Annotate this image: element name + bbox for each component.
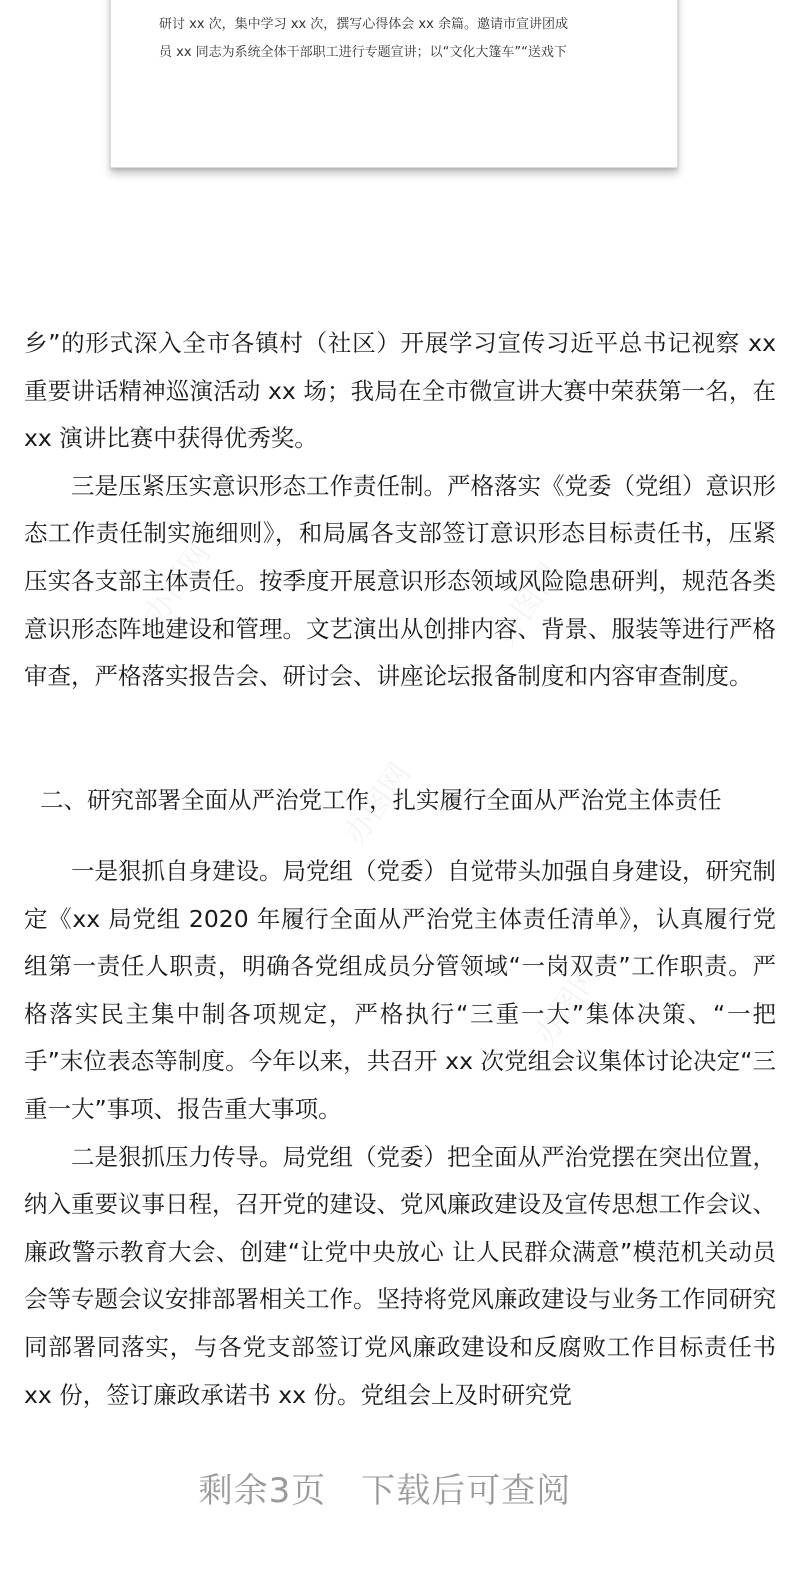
watermark-logo: 办图网 — [487, 557, 569, 651]
remaining-pages-notice[interactable]: 剩余3页 下载后可查阅 — [198, 1471, 572, 1511]
preview-line-2: 员 xx 同志为系统全体干部职工进行专题宣讲；以“文化大篷车”“送戏下 — [159, 45, 567, 60]
watermark-logo: 办图网 — [137, 537, 219, 631]
preview-page-card — [110, 0, 678, 168]
watermark-logo: 办图网 — [527, 957, 609, 1051]
watermark-logo: 办图网 — [337, 757, 419, 851]
paragraph-continuation: 乡”的形式深入全市各镇村（社区）开展学习宣传习近平总书记视察 xx 重要讲话精神巡演活动 xx 场；我局在全市微宣讲大赛中荣获第一名，在 xx 演讲比赛中获得优秀奖。 — [24, 329, 776, 453]
paragraph-self-building: 一是狠抓自身建设。局党组（党委）自觉带头加强自身建设，研究制定《xx 局党组 2020 年履行全面从严治党主体责任清单》，认真履行党组第一责任人职责，明确各党组成员分管领域“一岗双责”工作职责。严格落实民主集中制各项规定，严格执行“三重一大”集体决策、“一把手”末位表态等制度。今年以来，共召开 xx 次党组会议集体讨论决定“三重一大”事项、报告重大事项。 — [24, 857, 776, 1123]
preview-line-1: 研讨 xx 次，集中学习 xx 次，撰写心得体会 xx 余篇。邀请市宣讲团成 — [159, 17, 568, 32]
paragraph-pressure-transmission: 二是狠抓压力传导。局党组（党委）把全面从严治党摆在突出位置，纳入重要议事日程，召开党的建设、党风廉政建设及宣传思想工作会议、廉政警示教育大会、创建“让党中央放心 让人民群众满意”模范机关动员会等专题会议安排部署相关工作。坚持将党风廉政建设与业务工作同研究同部署同落实，与各党支部签订党风廉政建设和反腐败工作目标责任书 xx 份，签订廉政承诺书 xx 份。党组会上及时研究党 — [24, 1142, 776, 1409]
paragraph-ideology-responsibility: 三是压紧压实意识形态工作责任制。严格落实《党委（党组）意识形态工作责任制实施细则》，和局属各支部签订意识形态目标责任书，压紧压实各支部主体责任。按季度开展意识形态领域风险隐患研判，规范各类意识形态阵地建设和管理。文艺演出从创排内容、背景、服装等进行严格审查，严格落实报告会、研讨会、讲座论坛报备制度和内容审查制度。 — [24, 471, 776, 691]
document-section-2 — [24, 848, 776, 1419]
document-section-1 — [24, 320, 776, 701]
section-heading-2: 二、研究部署全面从严治党工作，扎实履行全面从严治党主体责任 — [40, 786, 722, 814]
